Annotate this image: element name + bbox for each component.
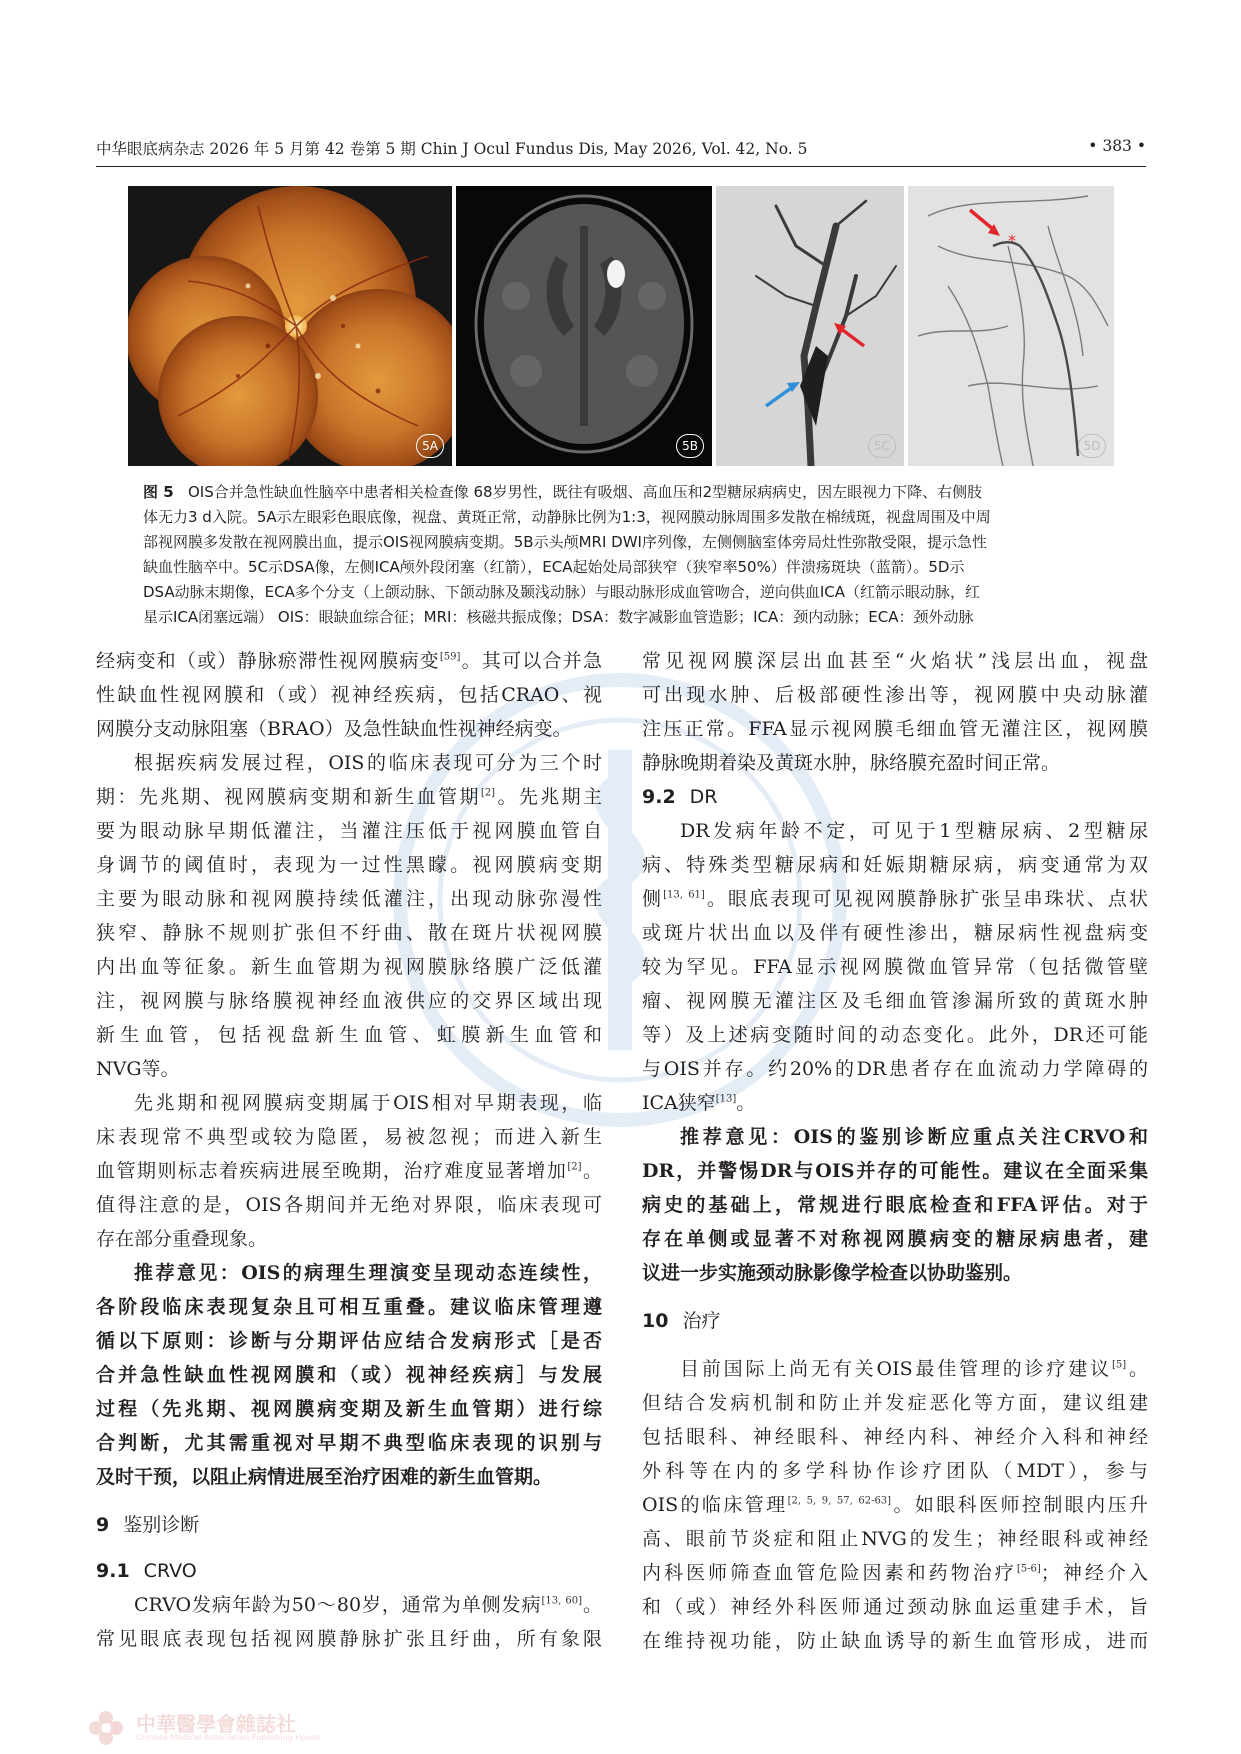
text-line: 与OIS并存。约20%的DR患者存在血流动力学障碍的 [642,1058,1148,1080]
text-line: 但结合发病机制和防止并发症恶化等方面，建议组建 [642,1392,1148,1414]
text-line: 或斑片状出血以及伴有硬性渗出，糖尿病性视盘病变 [642,922,1148,944]
text-line: 较为罕见。FFA显示视网膜微血管异常（包括微管壁 [642,956,1148,978]
text-line: 包括眼科、神经眼科、神经内科、神经介入科和神经 [642,1426,1148,1448]
text-line: 床表现常不典型或较为隐匿，易被忽视；而进入新生 [96,1126,602,1148]
text-line: 根据疾病发展过程，OIS的临床表现可分为三个时 [134,752,602,774]
text-line: 要为眼动脉早期低灌注，当灌注压低于视网膜血管自 [96,820,602,842]
mri-dwi-image [456,186,712,466]
recommendation-line: 循以下原则：诊断与分期评估应结合发病形式［是否 [96,1330,602,1352]
caption-line: 图 5 OIS合并急性缺血性脑卒中患者相关检查像 68岁男性，既往有吸烟、高血压和2型糖尿病病史，因左眼视力下降、右侧肢 [143,483,983,501]
caption-line: 缺血性脑卒中。5C示DSA像，左侧ICA颅外段闭塞（红箭），ECA起始处局部狭窄（狭窄率50%）伴溃疡斑块（蓝箭）。5D示 [143,558,965,576]
text-line: DR发病年龄不定，可见于1型糖尿病、2型糖尿 [680,820,1148,842]
caption-line: DSA动脉末期像，ECA多个分支（上颌动脉、下颌动脉及颞浅动脉）与眼动脉形成血管吻合，逆向供血ICA（红箭示眼动脉，红 [143,583,980,601]
citation: [13, 61] [663,889,705,901]
body-column-left [96,644,602,1656]
recommendation-line: 过程（先兆期、视网膜病变期及新生血管期）进行综 [96,1398,602,1420]
panel-label-5b: 5B [676,434,704,458]
citation: [13, 60] [541,1595,583,1607]
figure-panel-5a [128,186,452,466]
text-line: 网膜分支动脉阻塞（BRAO）及急性缺血性视神经病变。 [96,718,572,740]
citation: [13] [715,1093,737,1105]
text-line: 新生血管，包括视盘新生血管、虹膜新生血管和 [96,1024,602,1046]
publisher-flower-icon [86,1708,126,1748]
fundus-photo [128,186,452,466]
section-heading-9-2: 9.2 DR [642,786,718,808]
section-heading-10: 10 治疗 [642,1310,721,1332]
caption-line: 体无力3 d入院。5A示左眼彩色眼底像，视盘、黄斑正常，动静脉比例为1:3，视网膜动脉周围多发散在棉绒斑，视盘周围及中周 [143,508,991,526]
text-line: 内科医师筛查血管危险因素和药物治疗[5-6]；神经介入 [642,1562,1148,1584]
citation: [59] [439,651,461,663]
publisher-logo [86,1708,546,1748]
text-line: ICA狭窄[13]。 [642,1092,756,1114]
running-header [96,137,1146,161]
caption-label: 图 5 [143,483,174,501]
recommendation-line: 存在单侧或显著不对称视网膜病变的糖尿病患者，建 [642,1228,1148,1250]
recommendation-line: 病史的基础上，常规进行眼底检查和FFA评估。对于 [642,1194,1148,1216]
recommendation-line: DR，并警惕DR与OIS并存的可能性。建议在全面采集 [642,1160,1148,1182]
text-line: 注，视网膜与脉络膜视神经血液供应的交界区域出现 [96,990,602,1012]
header-rule [96,166,1146,167]
text-line: 值得注意的是，OIS各期间并无绝对界限，临床表现可 [96,1194,602,1216]
text-line: 和（或）神经外科医师通过颈动脉血运重建手术，旨 [642,1596,1148,1618]
figure-panel-5d [908,186,1114,466]
text-line: 狭窄、静脉不规则扩张但不纡曲、散在斑片状视网膜 [96,922,602,944]
citation: [5] [1111,1359,1127,1371]
recommendation-line: 议进一步实施颈动脉影像学检查以协助鉴别。 [642,1262,1023,1284]
recommendation-line: 及时干预，以阻止病情进展至治疗困难的新生血管期。 [96,1466,553,1488]
panel-label-5a: 5A [416,434,444,458]
text-line: 等）及上述病变随时间的动态变化。此外，DR还可能 [642,1024,1148,1046]
recommendation-line: 推荐意见：OIS的鉴别诊断应重点关注CRVO和 [680,1126,1148,1148]
caption-line: 星示ICA闭塞远端） OIS：眼缺血综合征；MRI：核磁共振成像；DSA：数字减影血管造影；ICA：颈内动脉；ECA：颈外动脉 [143,608,974,626]
text-line: 期：先兆期、视网膜病变期和新生血管期[2]。先兆期主 [96,786,602,808]
text-line: 在维持视功能，防止缺血诱导的新生血管形成，进而 [642,1630,1148,1652]
text-line: 经病变和（或）静脉瘀滞性视网膜病变[59]。其可以合并急 [96,650,602,672]
page-number: • 383 • [1088,137,1146,155]
recommendation-line: 推荐意见：OIS的病理生理演变呈现动态连续性， [134,1262,602,1284]
text-line: 主要为眼动脉和视网膜持续低灌注，出现动脉弥漫性 [96,888,602,910]
recommendation-line: 合判断，尤其需重视对早期不典型临床表现的识别与 [96,1432,602,1454]
figure-panel-5b [456,186,712,466]
section-heading-9-1: 9.1 CRVO [96,1560,197,1582]
section-heading-9: 9 鉴别诊断 [96,1514,200,1536]
citation: [5-6] [1016,1563,1041,1575]
text-line: 侧[13, 61]。眼底表现可见视网膜静脉扩张呈串珠状、点状 [642,888,1148,910]
recommendation-line: 各阶段临床表现复杂且可相互重叠。建议临床管理遵 [96,1296,602,1318]
recommendation-line: 合并急性缺血性视网膜和（或）视神经疾病］与发展 [96,1364,602,1386]
text-line: 身调节的阈值时，表现为一过性黑矇。视网膜病变期 [96,854,602,876]
text-line: CRVO发病年龄为50～80岁，通常为单侧发病[13, 60]。 [134,1594,602,1616]
citation: [2] [480,787,496,799]
figure-panel-5c [716,186,904,466]
text-line: 内出血等征象。新生血管期为视网膜脉络膜广泛低灌 [96,956,602,978]
text-line: 可出现水肿、后极部硬性渗出等，视网膜中央动脉灌 [642,684,1148,706]
panel-label-5d: 5D [1078,434,1106,458]
text-line: 血管期则标志着疾病进展至晚期，治疗难度显著增加[2]。 [96,1160,602,1182]
text-line: 常见视网膜深层出血甚至“火焰状”浅层出血，视盘 [642,650,1148,672]
text-line: 注压正常。FFA显示视网膜毛细血管无灌注区，视网膜 [642,718,1148,740]
panel-label-5c: 5C [868,434,896,458]
body-column-right [642,644,1148,1658]
journal-line: 中华眼底病杂志 2026 年 5 月第 42 卷第 5 期 Chin J Ocul Fundus Dis, May 2026, Vol. 42, No. 5 [96,140,808,158]
citation: [2, 5, 9, 57, 62-63] [787,1495,892,1507]
dsa-image-5d [908,186,1114,466]
dsa-image-5c [716,186,904,466]
text-line: 性缺血性视网膜和（或）视神经疾病，包括CRAO、视 [96,684,602,706]
citation: [2] [567,1161,582,1173]
text-line: 目前国际上尚无有关OIS最佳管理的诊疗建议[5]。 [680,1358,1148,1380]
text-line: 存在部分重叠现象。 [96,1228,268,1250]
text-line: NVG等。 [96,1058,180,1080]
text-line: 高、眼前节炎症和阻止NVG的发生；神经眼科或神经 [642,1528,1148,1550]
red-star-5d: * [1008,231,1016,250]
text-line: 病、特殊类型糖尿病和妊娠期糖尿病，病变通常为双 [642,854,1148,876]
caption-line: 部视网膜多发散在视网膜出血，提示OIS视网膜病变期。5B示头颅MRI DWI序列像，左侧侧脑室体旁局灶性弥散受限，提示急性 [143,533,987,551]
text-line: 常见眼底表现包括视网膜静脉扩张且纡曲，所有象限 [96,1628,602,1650]
publisher-name-en: Chinese Medical Association Publishing House [136,1733,321,1742]
figure-caption [143,480,1101,630]
text-line: 先兆期和视网膜病变期属于OIS相对早期表现，临 [134,1092,602,1114]
text-line: 瘤、视网膜无灌注区及毛细血管渗漏所致的黄斑水肿 [642,990,1148,1012]
text-line: 静脉晚期着染及黄斑水肿，脉络膜充盈时间正常。 [642,752,1061,774]
text-line: OIS的临床管理[2, 5, 9, 57, 62-63]。如眼科医师控制眼内压升 [642,1494,1148,1516]
text-line: 外科等在内的多学科协作诊疗团队（MDT），参与 [642,1460,1148,1482]
publisher-name: 中華醫學會雜誌社 [136,1712,296,1736]
